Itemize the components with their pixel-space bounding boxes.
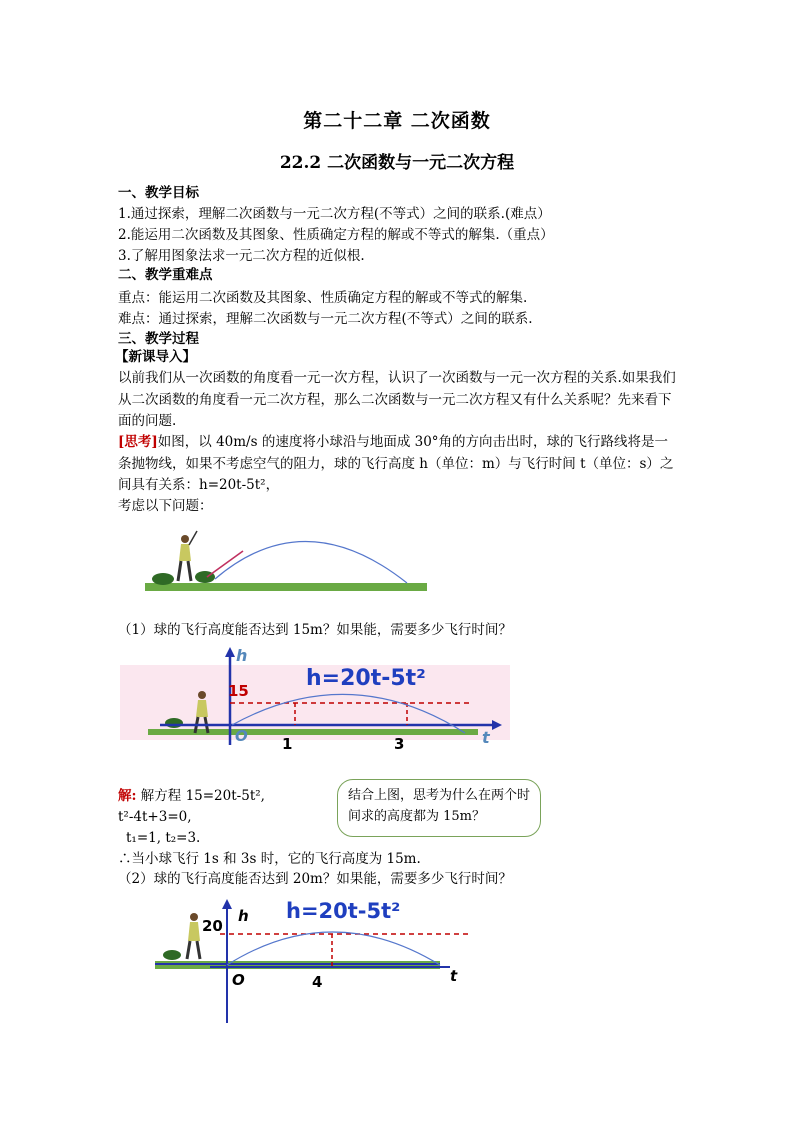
graph-2-formula: h=20t-5t² — [286, 899, 401, 923]
question-1: （1）球的飞行高度能否达到 15m？如果能，需要多少飞行时间？ — [118, 622, 512, 638]
golfer-figure — [145, 527, 430, 597]
arrow-up-icon — [225, 647, 235, 657]
arrow-up-icon — [222, 899, 232, 909]
consider-text: 考虑以下问题： — [118, 498, 213, 514]
graph-1-x-mark: 1 — [282, 735, 293, 750]
bush — [152, 573, 174, 585]
graph-1-ground — [148, 729, 478, 735]
flight-path — [215, 541, 407, 583]
launch-arrow — [207, 551, 243, 577]
ground-strip — [145, 583, 427, 591]
graph-2-t-label: t — [450, 967, 458, 985]
solution-line-1: 解: 解方程 15=20t-5t², — [118, 788, 265, 804]
golfer-icon — [187, 913, 200, 959]
heading-process: 三、教学过程 — [118, 331, 199, 347]
heading-objectives: 一、教学目标 — [118, 185, 199, 201]
graph-1-origin: O — [235, 727, 248, 745]
graph-1 — [120, 645, 510, 750]
solution-line-2: t²-4t+3=0, — [118, 809, 192, 825]
graph-1-y-mark: 15 — [228, 682, 249, 700]
objective-2: 2.能运用二次函数及其图象、性质确定方程的解或不等式的解集.（重点） — [118, 227, 554, 243]
thought-callout: 结合上图，思考为什么在两个时间求的高度都为 15m？ — [337, 779, 541, 837]
graph-1-formula: h=20t-5t² — [306, 666, 426, 691]
question-2: （2）球的飞行高度能否达到 20m？如果能，需要多少飞行时间？ — [118, 871, 512, 887]
graph-2-y-mark: 20 — [202, 917, 223, 935]
difficult-point: 难点：通过探索，理解二次函数与一元二次方程(不等式）之间的联系. — [118, 311, 533, 327]
graph-2-parabola — [227, 932, 440, 965]
bush — [163, 950, 181, 960]
think-tag: [思考] — [118, 434, 158, 450]
solution-line-3: t₁=1, t₂=3. — [126, 830, 201, 846]
graph-2 — [150, 895, 480, 1025]
chapter-title: 第二十二章 二次函数 — [303, 110, 491, 132]
objective-1: 1.通过探索，理解二次函数与一元二次方程(不等式）之间的联系.(难点） — [118, 206, 551, 222]
heading-key-points: 二、教学重难点 — [118, 267, 213, 283]
conclusion: ∴当小球飞行 1s 和 3s 时，它的飞行高度为 15m. — [118, 851, 421, 867]
graph-2-x-mark: 4 — [312, 973, 323, 991]
bush — [165, 718, 183, 728]
graph-2-h-label: h — [238, 907, 249, 925]
solution-tag: 解: — [118, 788, 137, 804]
graph-1-x-mark: 3 — [394, 735, 405, 750]
graph-1-h-label: h — [236, 646, 248, 665]
think-text: 如图，以 40m/s 的速度将小球沿与地面成 30°角的方向击出时，球的飞行路线将是一条抛物线，如果不考虑空气的阻力，球的飞行高度 h（单位：m）与飞行时间 t（单位：s）之间具有关系：h=20t-5t²， — [118, 434, 674, 493]
section-title: 22.2 二次函数与一元二次方程 — [279, 153, 515, 173]
golfer-icon — [178, 531, 197, 581]
key-point: 重点：能运用二次函数及其图象、性质确定方程的解或不等式的解集. — [118, 290, 528, 306]
objective-3: 3.了解用图象法求一元二次方程的近似根. — [118, 248, 365, 264]
intro-tag: 【新课导入】 — [115, 349, 196, 365]
graph-1-t-label: t — [482, 728, 490, 747]
graph-2-origin: O — [232, 971, 245, 989]
intro-paragraph: 以前我们从一次函数的角度看一元一次方程，认识了一次函数与一元一次方程的关系.如果我们从二次函数的角度看一元二次方程，那么二次函数与一元二次方程又有什么关系呢？先来看下面的问题. — [118, 370, 676, 429]
think-paragraph — [118, 432, 678, 497]
